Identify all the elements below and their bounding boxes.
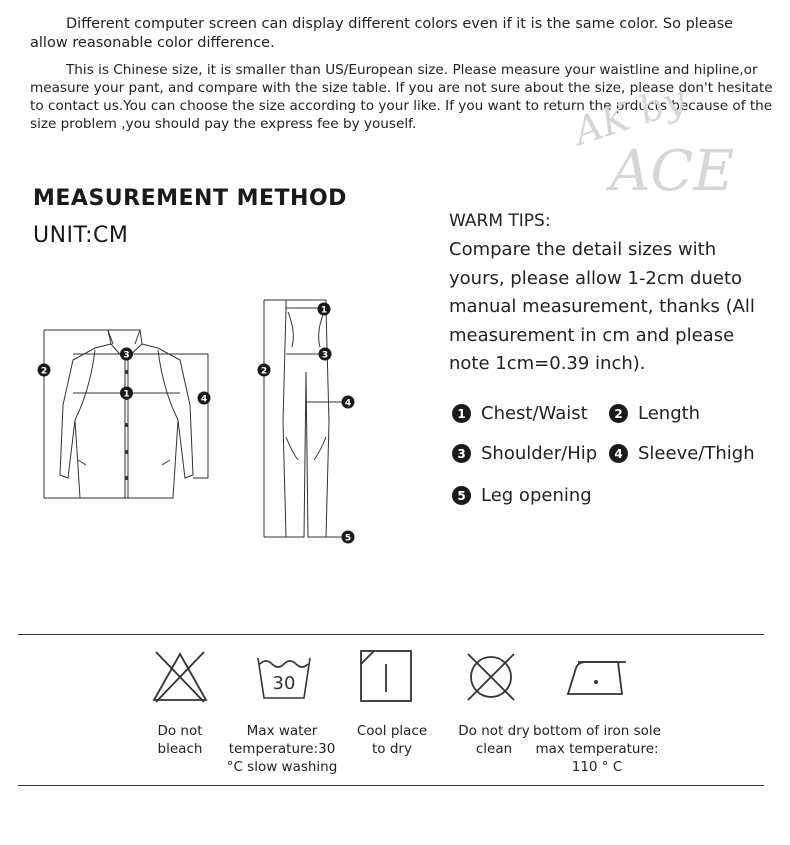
shirt-marker-1 [120,387,133,400]
legend-label: Shoulder/Hip [481,443,598,464]
watermark-line2: ACE [610,139,735,204]
svg-text:3: 3 [123,350,130,361]
shirt-marker-4 [198,392,211,405]
iron-low-icon [562,656,628,700]
legend-item-sleeve-thigh [609,443,755,464]
care-label-no-bleach: Do not bleach [157,723,203,757]
wash-temperature: 30 [272,673,296,694]
measurement-title: MEASUREMENT METHOD [33,186,347,211]
legend-label: Length [638,403,701,424]
shirt-marker-3 [120,348,133,361]
no-dry-clean-icon [462,648,520,706]
pants-marker-5 [342,531,355,544]
svg-text:3: 3 [321,350,329,361]
legend-number: 3 [452,444,471,463]
care-label-dry: Cool place to dry [356,723,428,757]
care-top-divider [18,634,764,635]
warm-tips-title: WARM TIPS: [449,211,551,231]
pants-marker-1 [318,303,331,316]
legend-number: 5 [452,486,471,505]
shirt-marker-2 [38,364,51,377]
color-notice-text: Different computer screen can display different colors even if it is the same color. So please allow reasonable color difference. [30,16,734,51]
svg-text:2: 2 [40,366,48,377]
svg-text:4: 4 [200,394,208,405]
legend-number: 4 [609,444,628,463]
svg-text:1: 1 [123,389,130,400]
no-bleach-icon [150,648,210,704]
watermark-line1: AK by [568,76,691,154]
care-bottom-divider [18,785,764,786]
care-label-no-dry-clean: Do not dry clean [458,723,530,757]
legend-label: Leg opening [481,485,592,506]
svg-text:5: 5 [344,533,352,544]
pants-diagram [250,292,360,552]
brand-watermark [560,40,780,210]
pants-outline [283,300,329,537]
svg-text:1: 1 [320,305,328,316]
legend-item-chest-waist [452,403,588,424]
pants-measure-lines [264,300,348,537]
unit-label: UNIT:CM [33,223,129,248]
size-notice-text: This is Chinese size, it is smaller than US/European size. Please measure your waistline and hipline,or measure your pant, and compare with the size table. If you are not sure about the size, please don't hesitate to contact us.You can choose the size according to your like. If you want to return the prducts because of the size problem ,you should pay the express fee by youself. [30,62,773,132]
care-label-wash: Max water temperature:30 °C slow washing [226,723,338,775]
pants-marker-2 [258,364,271,377]
care-label-iron: bottom of iron sole max temperature: 110 ° C [533,723,661,775]
legend-item-leg-opening [452,485,592,506]
shirt-diagram [30,310,220,510]
legend-item-shoulder-hip [452,443,597,464]
pants-marker-4 [342,396,355,409]
wash-30-icon [254,648,314,704]
svg-text:4: 4 [344,398,352,409]
legend-number: 1 [452,404,471,423]
legend-label: Sleeve/Thigh [638,443,755,464]
legend-number: 2 [609,404,628,423]
svg-text:2: 2 [260,366,268,377]
legend-item-length [609,403,700,424]
legend-label: Chest/Waist [481,403,588,424]
dry-in-shade-icon [358,648,414,704]
warm-tips-body: Compare the detail sizes with yours, please allow 1-2cm dueto manual measurement, thanks (All measurement in cm and please note 1cm=0.39 inch). [449,239,755,374]
pants-marker-3 [319,348,332,361]
